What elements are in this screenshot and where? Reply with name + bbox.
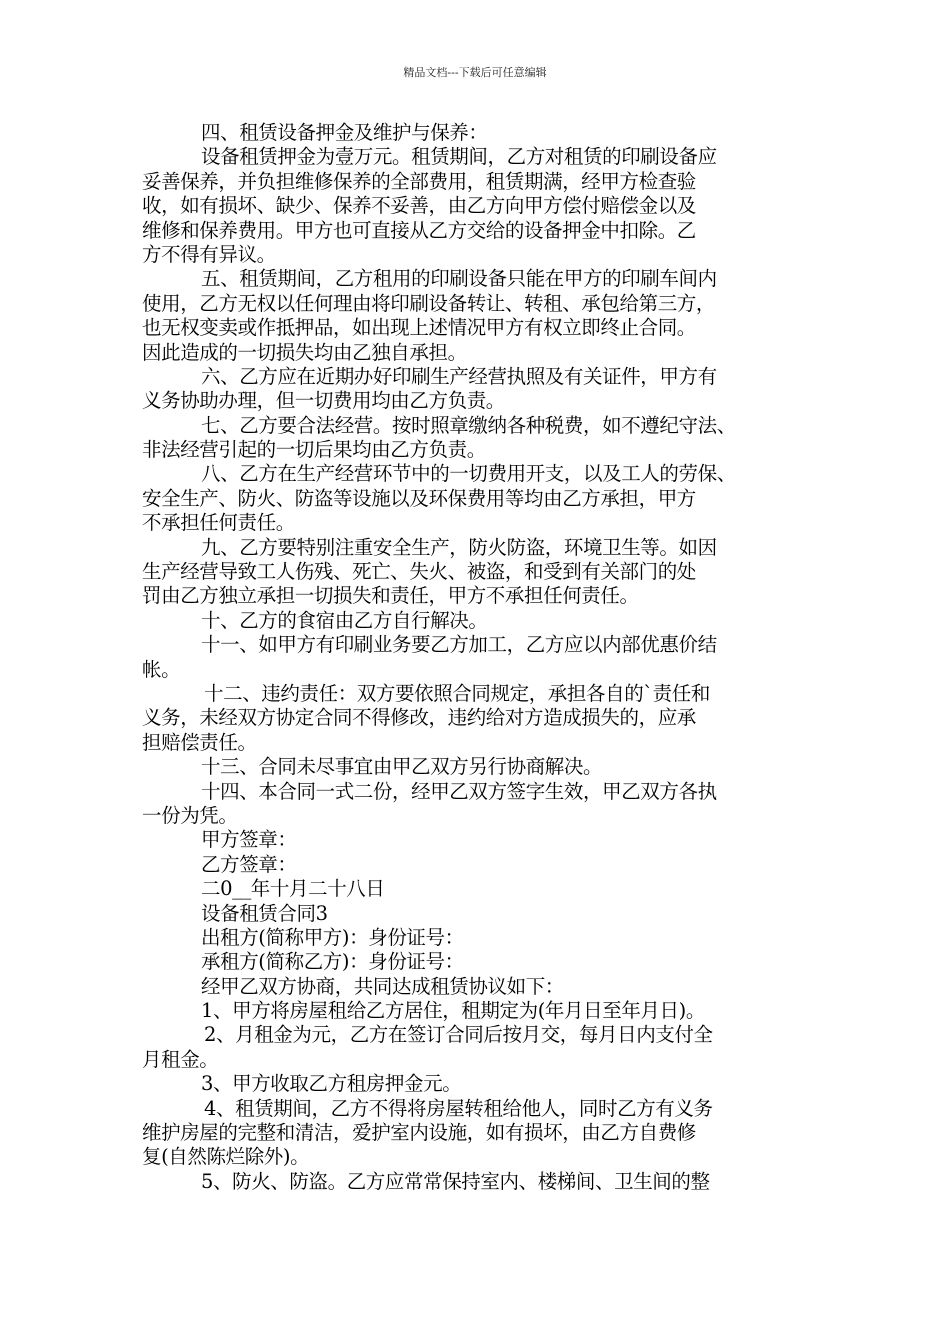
text-line: 不承担任何责任。 xyxy=(142,511,295,535)
text-line: 罚由乙方独立承担一切损失和责任，甲方不承担任何责任。 xyxy=(142,584,639,608)
text-line: 安全生产、防火、防盗等设施以及环保费用等均由乙方承担，甲方 xyxy=(142,486,696,510)
text-line: 收，如有损坏、缺少、保养不妥善，由乙方向甲方偿付赔偿金以及 xyxy=(142,194,696,218)
text-line: 承租方(简称乙方)：身份证号： xyxy=(201,950,464,974)
text-line: 2、月租金为元，乙方在签订合同后按月交，每月日内支付全 xyxy=(204,1023,713,1047)
text-line: 月租金。 xyxy=(142,1047,219,1071)
text-line: 五、租赁期间，乙方租用的印刷设备只能在甲方的印刷车间内 xyxy=(201,267,717,291)
text-line: 也无权变卖或作抵押品，如出现上述情况甲方有权立即终止合同。 xyxy=(142,316,696,340)
text-line: 1、甲方将房屋租给乙方居住，租期定为(年月日至年月日)。 xyxy=(201,999,705,1023)
text-line: 5、防火、防盗。乙方应常常保持室内、楼梯间、卫生间的整 xyxy=(201,1169,710,1193)
document-body xyxy=(142,121,810,1194)
text-line: 十三、合同未尽事宜由甲乙双方另行协商解决。 xyxy=(201,755,603,779)
text-line: 六、乙方应在近期办好印刷生产经营执照及有关证件，甲方有 xyxy=(201,364,717,388)
text-line: 四、租赁设备押金及维护与保养： xyxy=(201,121,488,144)
text-line: 十一、如甲方有印刷业务要乙方加工，乙方应以内部优惠价结 xyxy=(201,633,717,657)
text-line: 担赔偿责任。 xyxy=(142,730,257,754)
text-line: 义务，未经双方协定合同不得修改，违约给对方造成损失的，应承 xyxy=(142,706,696,730)
text-line: 非法经营引起的一切后果均由乙方负责。 xyxy=(142,438,486,462)
text-line: 义务协助办理，但一切费用均由乙方负责。 xyxy=(142,389,505,413)
text-line: 维护房屋的完整和清洁，爱护室内设施，如有损坏，由乙方自费修 xyxy=(142,1121,696,1145)
text-line: 帐。 xyxy=(142,657,181,681)
text-line: 维修和保养费用。甲方也可直接从乙方交给的设备押金中扣除。乙 xyxy=(142,218,696,242)
text-line: 4、租赁期间，乙方不得将房屋转租给他人，同时乙方有义务 xyxy=(204,1096,713,1120)
text-line: 复(自然陈烂除外)。 xyxy=(142,1145,310,1169)
page-header: 精品文档---下载后可任意编辑 xyxy=(403,66,547,79)
text-line: 乙方签章： xyxy=(201,852,297,876)
text-line: 生产经营导致工人伤残、死亡、失火、被盗，和受到有关部门的处 xyxy=(142,560,696,584)
text-line: 3、甲方收取乙方租房押金元。 xyxy=(201,1072,462,1096)
text-line: 甲方签章： xyxy=(201,828,297,852)
text-line: 八、乙方在生产经营环节中的一切费用开支，以及工人的劳保、 xyxy=(201,462,736,486)
text-line: 妥善保养，并负担维修保养的全部费用，租赁期满，经甲方检查验 xyxy=(142,169,696,193)
text-line: 使用，乙方无权以任何理由将印刷设备转让、转租、承包给第三方， xyxy=(142,291,716,315)
text-line: 经甲乙双方协商，共同达成租赁协议如下： xyxy=(201,974,564,998)
text-line: 十、乙方的食宿由乙方自行解决。 xyxy=(201,608,488,632)
text-line: 设备租赁合同3 xyxy=(201,901,328,925)
text-line: 设备租赁押金为壹万元。租赁期间，乙方对租赁的印刷设备应 xyxy=(201,145,717,169)
text-line: 十二、违约责任：双方要依照合同规定，承担各自的`责任和 xyxy=(204,681,710,705)
text-line: 二0__年十月二十八日 xyxy=(201,877,385,901)
text-line: 七、乙方要合法经营。按时照章缴纳各种税费，如不遵纪守法、 xyxy=(201,413,736,437)
text-line: 出租方(简称甲方)：身份证号： xyxy=(201,925,464,949)
text-line: 因此造成的一切损失均由乙独自承担。 xyxy=(142,340,467,364)
text-line: 方不得有异议。 xyxy=(142,242,276,266)
text-line: 一份为凭。 xyxy=(142,803,238,827)
text-line: 九、乙方要特别注重安全生产，防火防盗，环境卫生等。如因 xyxy=(201,535,717,559)
text-line: 十四、本合同一式二份，经甲乙双方签字生效，甲乙双方各执 xyxy=(201,779,717,803)
